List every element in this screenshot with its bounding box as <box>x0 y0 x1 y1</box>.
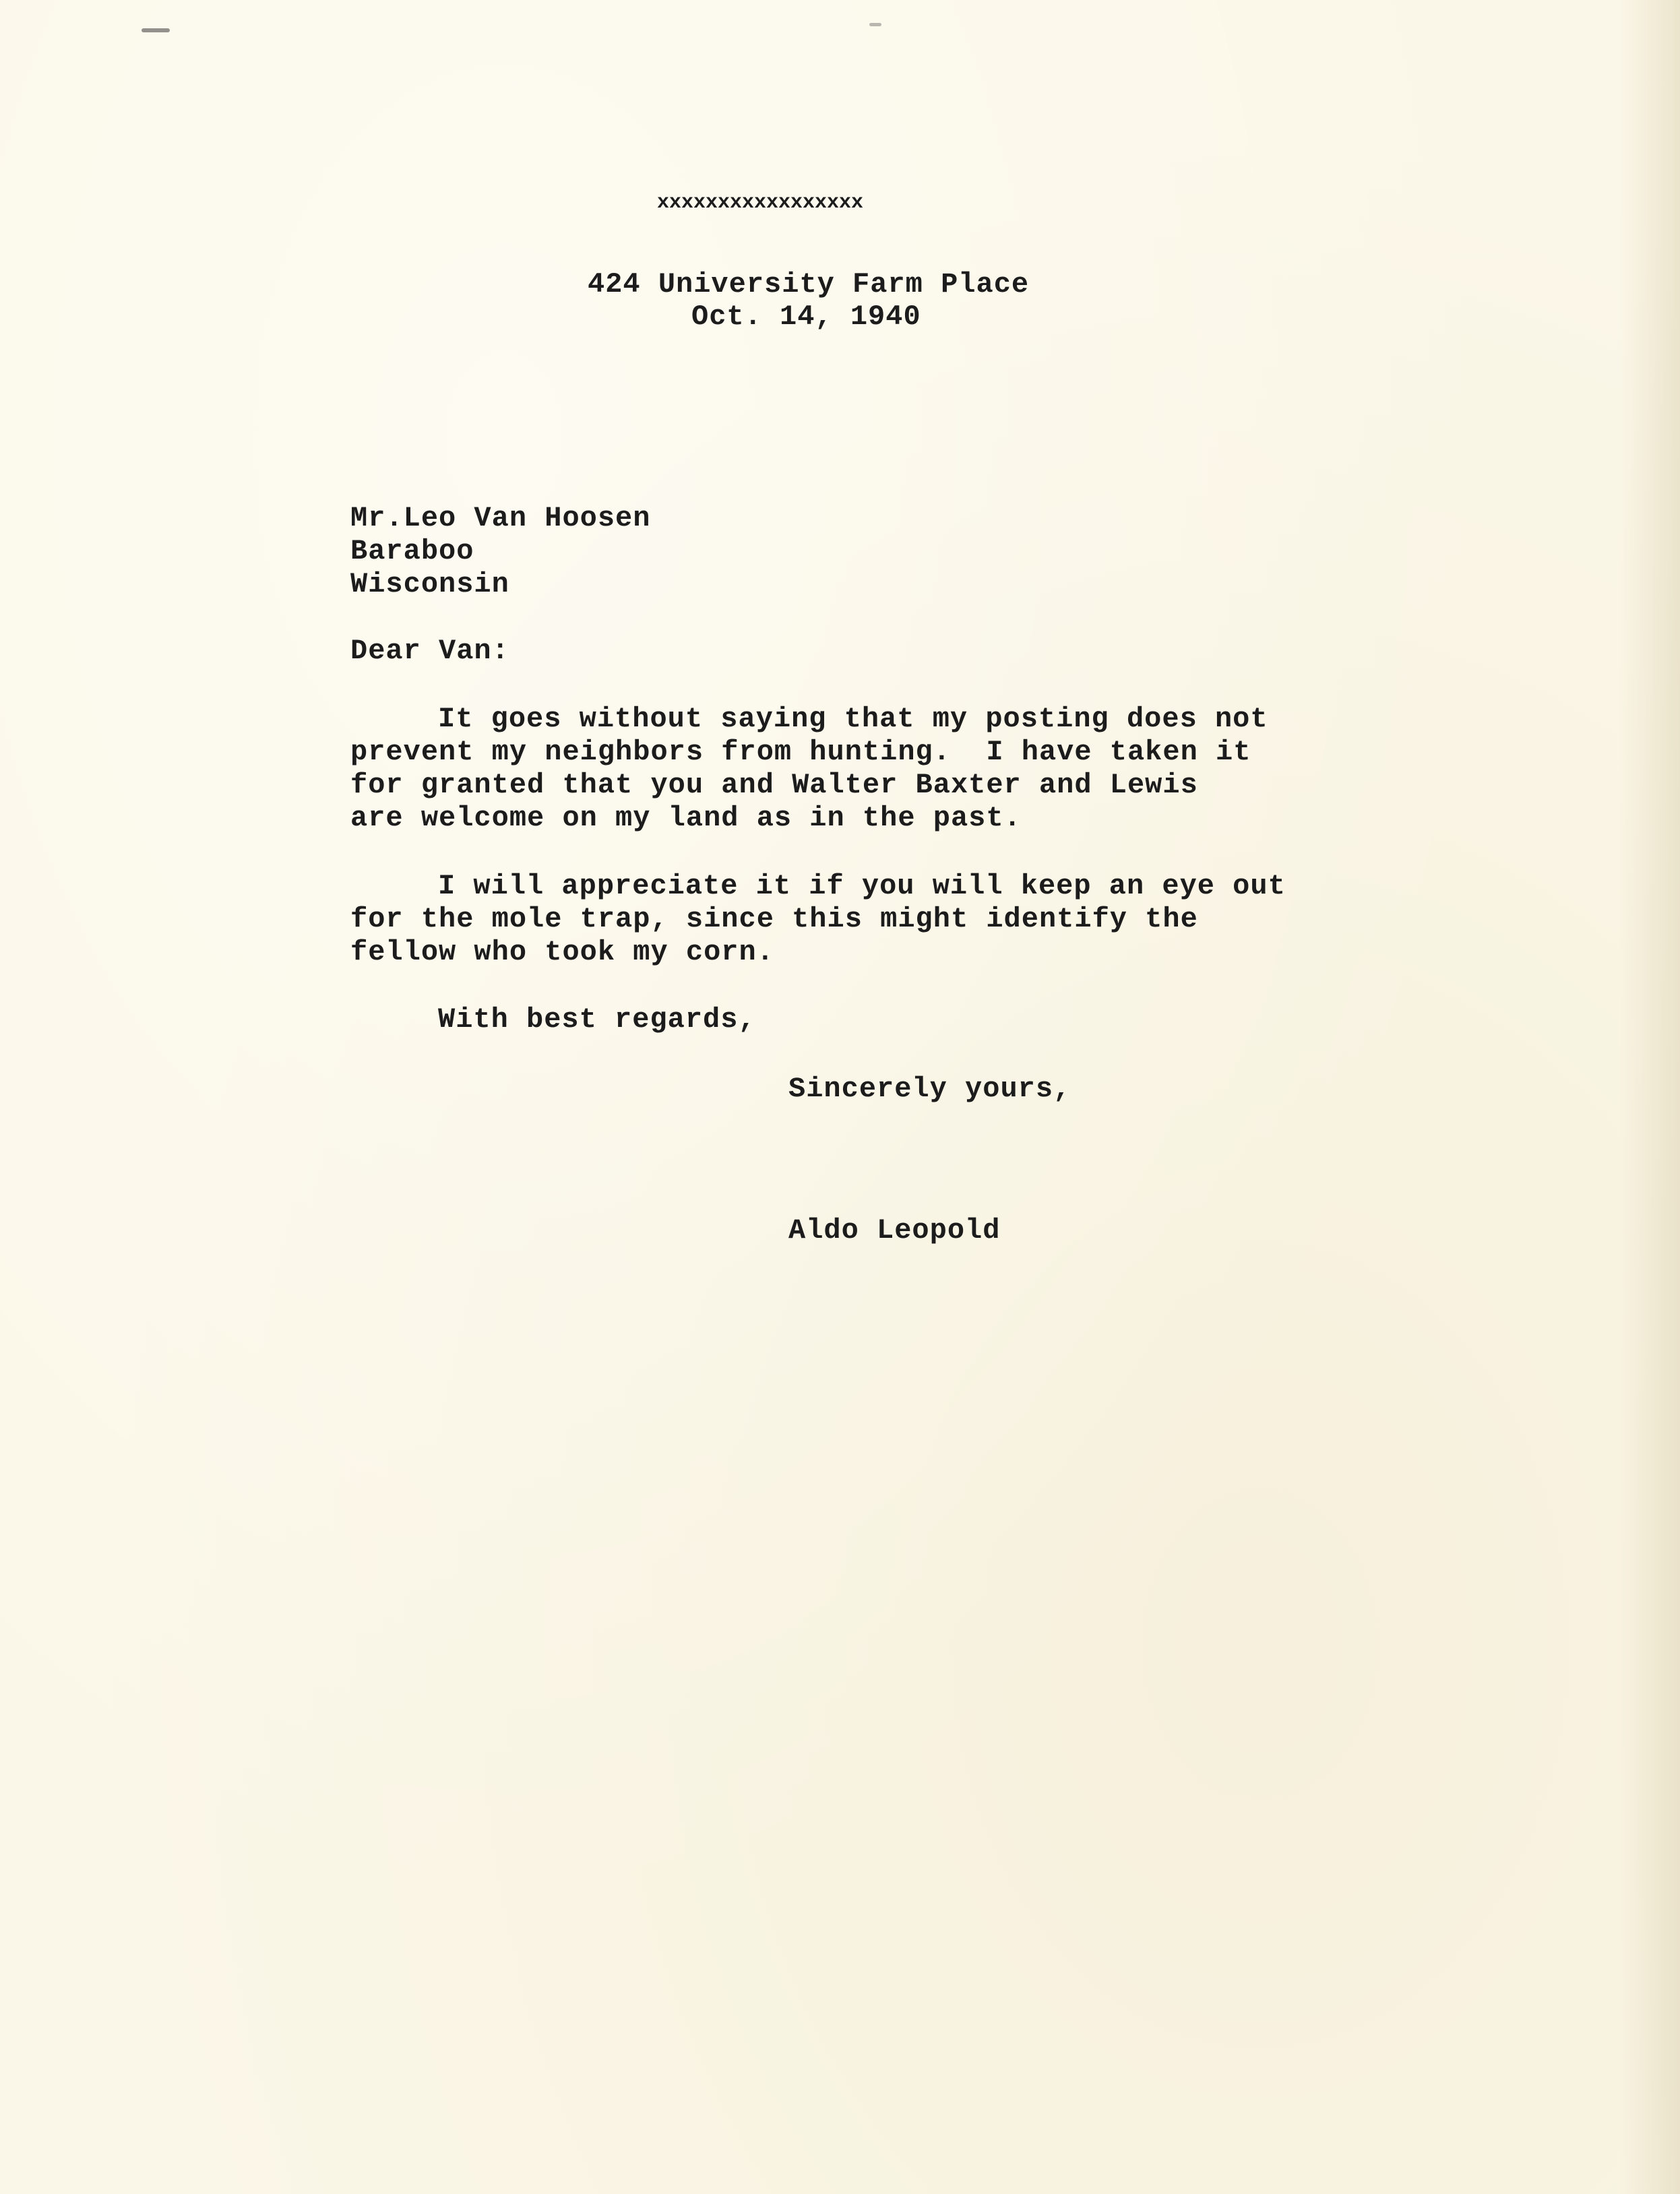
paragraph-1-line: are welcome on my land as in the past. <box>350 802 1022 834</box>
salutation: Dear Van: <box>350 635 509 667</box>
regards-line: With best regards, <box>438 1003 756 1036</box>
corner-mark <box>869 23 881 26</box>
paragraph-1-line: It goes without saying that my posting does not <box>438 703 1268 735</box>
recipient-name: Mr.Leo Van Hoosen <box>350 502 651 534</box>
closing-line: Sincerely yours, <box>788 1073 1071 1105</box>
paragraph-1-line: for granted that you and Walter Baxter and Lewis <box>350 769 1198 801</box>
paragraph-1-line: prevent my neighbors from hunting. I have taken it <box>350 736 1251 768</box>
paragraph-2-line: I will appreciate it if you will keep an eye out <box>438 870 1286 902</box>
strikeout-line: xxxxxxxxxxxxxxxxx <box>657 191 864 214</box>
letter-date: Oct. 14, 1940 <box>691 301 921 333</box>
corner-mark <box>142 28 170 32</box>
recipient-state: Wisconsin <box>350 568 509 600</box>
page-edge-shadow <box>1619 0 1680 2194</box>
paragraph-2-line: for the mole trap, since this might identify the <box>350 903 1198 935</box>
signature-name: Aldo Leopold <box>788 1214 1001 1247</box>
return-address: 424 University Farm Place <box>588 268 1030 301</box>
recipient-city: Baraboo <box>350 535 474 567</box>
paragraph-2-line: fellow who took my corn. <box>350 936 774 968</box>
